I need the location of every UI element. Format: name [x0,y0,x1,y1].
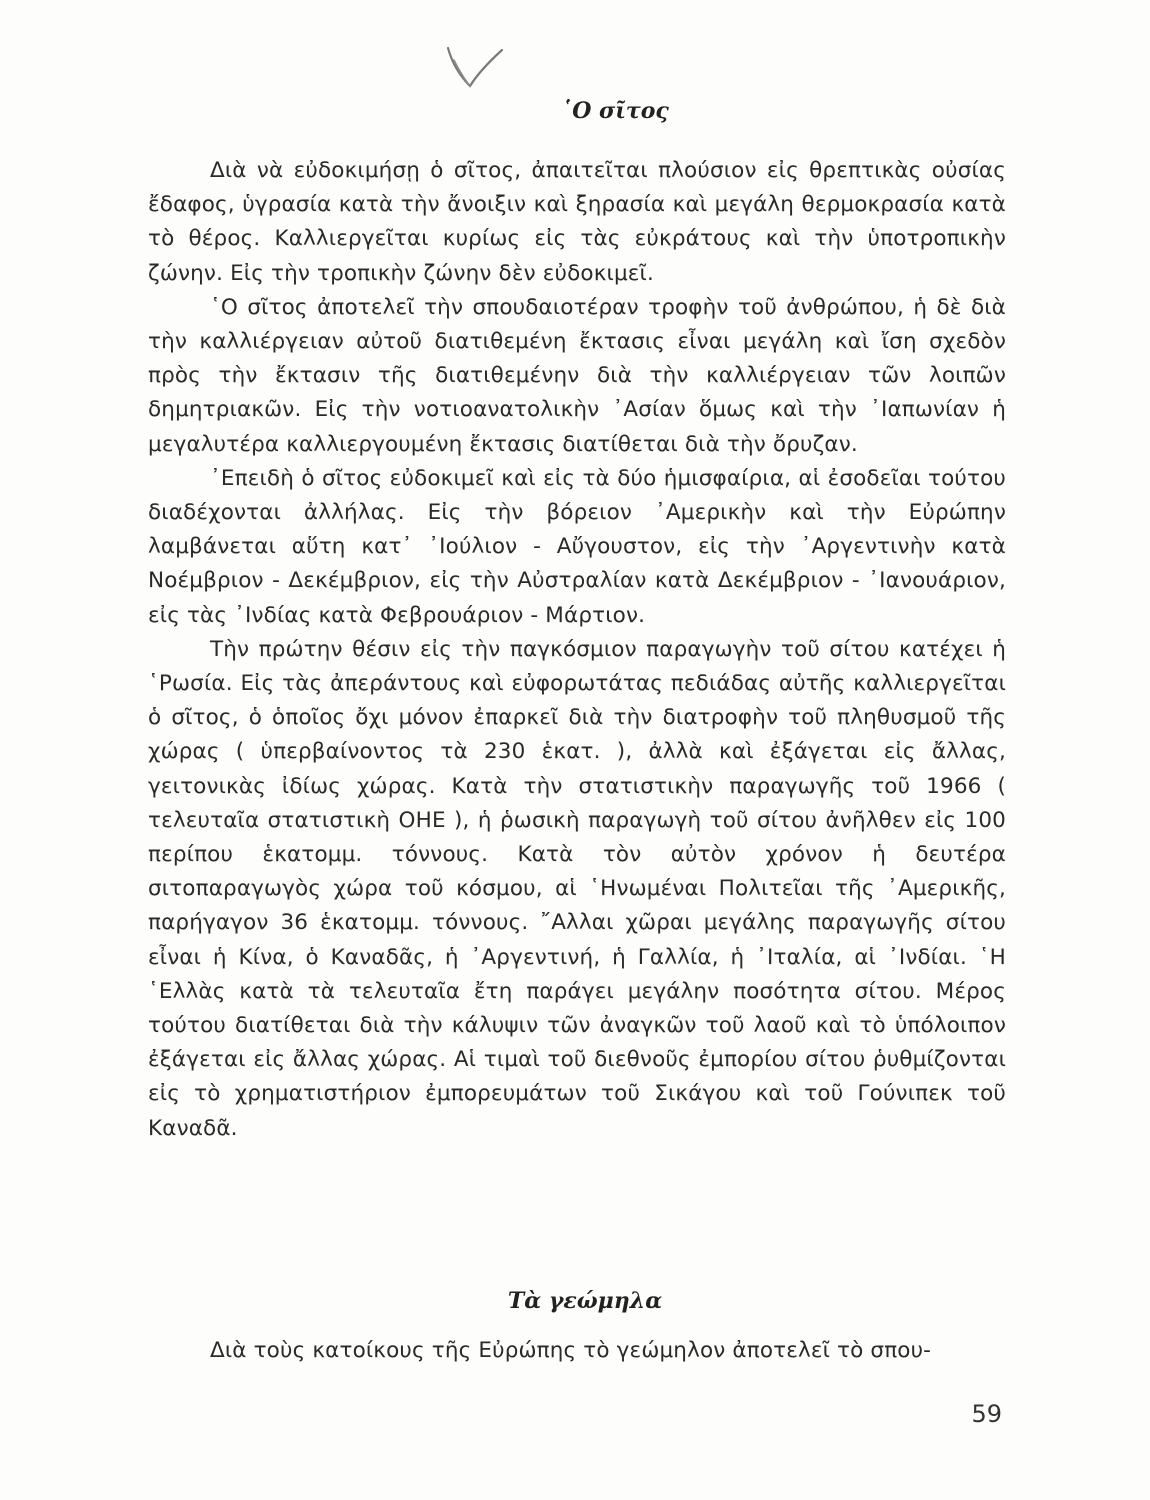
section-body-wheat [148,154,1006,1146]
paragraph: Διὰ τοὺς κατοίκους τῆς Εὐρώπης τὸ γεώμηλον ἀποτελεῖ τὸ σπου- [210,1338,932,1363]
paragraph: Τὴν πρώτην θέσιν εἰς τὴν παγκόσμιον παραγωγὴν τοῦ σίτου κατέχει ἡ ῾Ρωσία. Εἰς τὰς ἀπεράντους καὶ εὐφορωτάτας πεδιάδας αὐτῆς καλλιεργεῖται ὁ σῖτος, ὁ ὁποῖος ὄχι μόνον ἐπαρκεῖ διὰ τὴν διατροφὴν τοῦ πληθυσμοῦ τῆς χώρας ( ὑπερβαίνοντος τὰ 230 ἑκατ. ), ἀλλὰ καὶ ἐξάγεται εἰς ἄλλας, γειτονικὰς ἰδίως χώρας. Κατὰ τὴν στατιστικὴν παραγωγῆς τοῦ 1966 ( τελευταῖα στατιστικὴ ΟΗΕ ), ἡ ῥωσικὴ παραγωγὴ τοῦ σίτου ἀνῆλθεν εἰς 100 περίπου ἑκατομμ. τόννους. Κατὰ τὸν αὐτὸν χρόνον ἡ δευτέρα σιτοπαραγωγὸς χώρα τοῦ κόσμου, αἱ ῾Ηνωμέναι Πολιτεῖαι τῆς ᾿Αμερικῆς, παρήγαγον 36 ἑκατομμ. τόννους. ῎Αλλαι χῶραι μεγάλης παραγωγῆς σίτου εἶναι ἡ Κίνα, ὁ Καναδᾶς, ἡ ᾿Αργεντινή, ἡ Γαλλία, ἡ ᾿Ιταλία, αἱ ᾿Ινδίαι. ῾Η ῾Ελλὰς κατὰ τὰ τελευταῖα ἔτη παράγει μεγάλην ποσότητα σίτου. Μέρος τούτου διατίθεται διὰ τὴν κάλυψιν τῶν ἀναγκῶν τοῦ λαοῦ καὶ τὸ ὑπόλοιπον ἐξάγεται εἰς ἄλλας χώρας. Αἱ τιμαὶ τοῦ διεθνοῦς ἐμπορίου σίτου ῥυθμίζονται εἰς τὸ χρηματιστήριον ἐμπορευμάτων τοῦ Σικάγου καὶ τοῦ Γούνιπεκ τοῦ Καναδᾶ. [148,636,1006,1141]
paragraph: ᾿Επειδὴ ὁ σῖτος εὐδοκιμεῖ καὶ εἰς τὰ δύο ἡμισφαίρια, αἱ ἐσοδεῖαι τούτου διαδέχονται ἀλλήλας. Εἰς τὴν βόρειον ᾿Αμερικὴν καὶ τὴν Εὐρώπην λαμβάνεται αὕτη κατ᾿ ᾿Ιούλιον - Αὔγουστον, εἰς τὴν ᾿Αργεντινὴν κατὰ Νοέμβριον - Δεκέμβριον, εἰς τὴν Αὐστραλίαν κατὰ Δεκέμβριον - ᾿Ιανουάριον, εἰς τὰς ᾿Ινδίας κατὰ Φεβρουάριον - Μάρτιον. [148,465,1006,628]
paragraph: Διὰ νὰ εὐδοκιμήσῃ ὁ σῖτος, ἀπαιτεῖται πλούσιον εἰς θρεπτικὰς οὐσίας ἔδαφος, ὑγρασία κατὰ τὴν ἄνοιξιν καὶ ξηρασία καὶ μεγάλη θερμοκρασία κατὰ τὸ θέρος. Καλλιεργεῖται κυρίως εἰς τὰς εὐκράτους καὶ τὴν ὑποτροπικὴν ζώνην. Εἰς τὴν τροπικὴν ζώνην δὲν εὐδοκιμεῖ. [148,158,1006,286]
handwritten-check-mark [440,40,510,100]
section-title-potatoes: Τὰ γεώμηλα [507,1288,663,1314]
section-title-wheat: ῾Ο σῖτος [561,98,669,124]
paragraph: ῾Ο σῖτος ἀποτελεῖ τὴν σπουδαιοτέραν τροφὴν τοῦ ἀνθρώπου, ἡ δὲ διὰ τὴν καλλιέργειαν αὐτοῦ διατιθεμένη ἔκτασις εἶναι μεγάλη καὶ ἴση σχεδὸν πρὸς τὴν ἔκτασιν τῆς διατιθεμένην διὰ τὴν καλλιέργειαν τῶν λοιπῶν δημητριακῶν. Εἰς τὴν νοτιοανατολικὴν ᾿Ασίαν ὅμως καὶ τὴν ᾿Ιαπωνίαν ἡ μεγαλυτέρα καλλιεργουμένη ἔκτασις διατίθεται διὰ τὴν ὄρυζαν. [148,294,1006,457]
page-number: 59 [971,1400,1002,1428]
section-body-potatoes [148,1334,1006,1368]
